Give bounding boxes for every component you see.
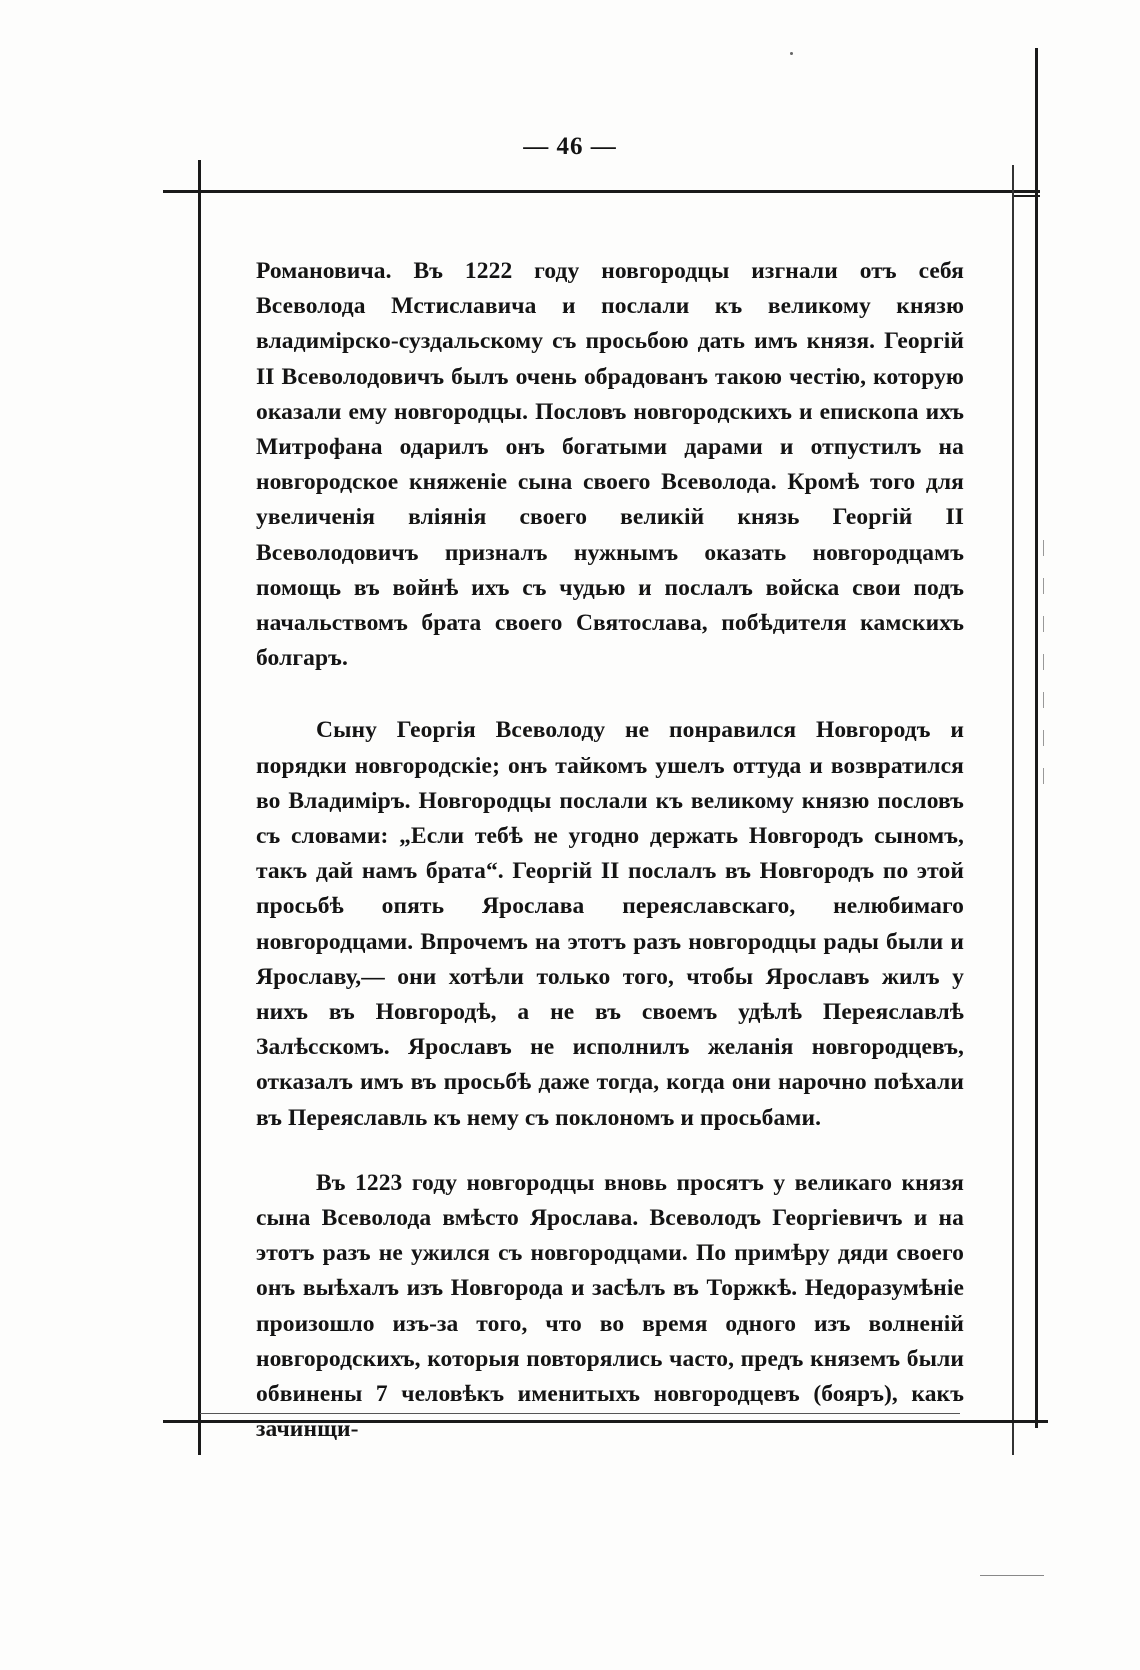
left-frame-line bbox=[198, 160, 201, 1455]
right-frame-line bbox=[1012, 165, 1014, 1455]
paragraph-1: Романовича. Въ 1222 году новгородцы изгнали отъ себя Всеволода Мстиславича и послали къ великому князю владимірско-суздальскому съ просьбою дать имъ князя. Георгій II Всеволодовичъ былъ очень обрадованъ такою честію, которую оказали ему новгородцы. Пословъ новгородскихъ и епископа ихъ Митрофана одарилъ онъ богатыми дарами и отпустилъ на новгородское княженіе сына своего Всеволода. Кромѣ того для увеличенія вліянія своего великій князь Георгій II Всеволодовичъ призналъ нужнымъ оказать новгородцамъ помощь въ войнѣ ихъ съ чудью и послалъ войска свои подъ начальствомъ брата своего Святослава, побѣдителя камскихъ болгаръ. bbox=[256, 258, 964, 672]
scan-speck bbox=[790, 52, 793, 55]
page-edge-line bbox=[1035, 48, 1038, 1428]
margin-tick-marks bbox=[1043, 540, 1044, 806]
body-text bbox=[256, 254, 964, 1448]
page-number: — 46 — bbox=[523, 133, 617, 160]
scan-artifact-line bbox=[980, 1575, 1044, 1576]
paragraph-3: Въ 1223 году новгородцы вновь просятъ у великаго князя сына Всеволода вмѣсто Ярослава. Всеволодъ Георгіевичъ и на этотъ разъ не ужился съ новгородцами. По примѣру дяди своего онъ выѣхалъ изъ Новгорода и засѣлъ въ Торжкѣ. Недоразумѣніе произошло изъ-за того, что во время одного изъ волненій новгородскихъ, которыя повторялись часто, предъ княземъ были обвинены 7 человѣкъ именитыхъ новгородцевъ (бояръ), какъ зачинщи- bbox=[256, 1169, 964, 1443]
top-rule bbox=[163, 190, 1040, 193]
paragraph-2: Сыну Георгія Всеволоду не понравился Новгородъ и порядки новгородскіе; онъ тайкомъ ушелъ оттуда и возвратился во Владиміръ. Новгородцы послали къ великому князю пословъ съ словами: „Если тебѣ не угодно держать Новгородъ сыномъ, такъ дай намъ брата“. Георгій II послалъ въ Новгородъ по этой просьбѣ опять Ярослава переяславскаго, нелюбимаго новгородцами. Впрочемъ на этотъ разъ новгородцы рады были и Ярославу,— они хотѣли только того, чтобы Ярославъ жилъ у нихъ въ Новгородѣ, а не въ своемъ удѣлѣ Переяславлѣ Залѣсскомъ. Ярославъ не исполнилъ желанія новгородцевъ, отказалъ имъ въ просьбѣ даже тогда, когда они нарочно поѣхали въ Переяславль къ нему съ поклономъ и просьбами. bbox=[256, 717, 964, 1131]
